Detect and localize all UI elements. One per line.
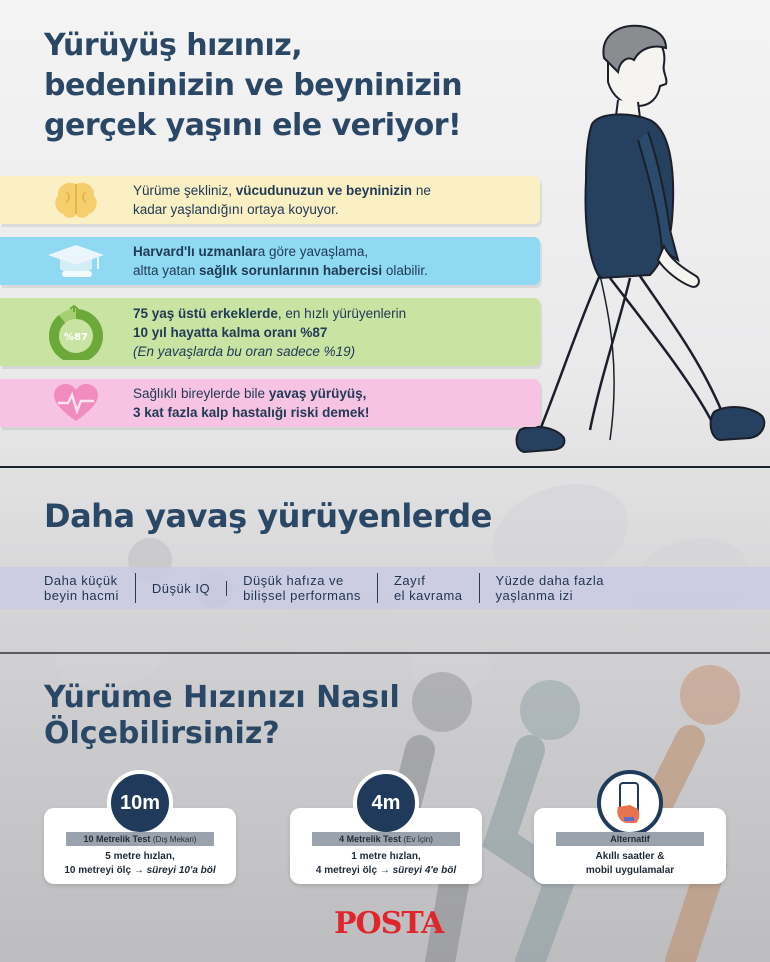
title-line-3: gerçek yaşını ele veriyor! xyxy=(44,108,462,143)
heart-pulse-icon xyxy=(44,377,108,429)
slower-item-aging-signs: Yüzde daha fazla yaşlanma izi xyxy=(495,573,604,603)
percent-gauge-icon xyxy=(44,306,108,358)
arrow-right-icon: → xyxy=(379,865,390,876)
slower-item-iq: Düşük IQ xyxy=(136,581,227,596)
measure-label-10m: 10 Metrelik Test (Dış Mekan) xyxy=(66,832,214,846)
brain-icon xyxy=(44,174,108,226)
measure-card-10m xyxy=(44,791,236,884)
divider-line xyxy=(0,652,770,654)
slower-item-memory: Düşük hafıza ve bilişsel performans xyxy=(227,573,378,603)
arrow-right-icon: → xyxy=(133,865,144,876)
measure-card-alternative xyxy=(534,808,726,884)
slower-item-brain-volume: Daha küçük beyin hacmi xyxy=(0,573,136,603)
info-card-aging xyxy=(0,176,540,224)
floor-line xyxy=(0,466,770,468)
measure-card-4m xyxy=(290,791,482,884)
measure-text-4m: 1 metre hızlan, 4 metreyi ölç → süreyi 4'e böl xyxy=(315,851,457,876)
badge-10m: 10m xyxy=(107,770,173,836)
walking-man-illustration xyxy=(500,20,770,475)
info-card-heart xyxy=(0,379,540,427)
measure-text-10m: 5 metre hızlan, 10 metreyi ölç → süreyi 10'a böl xyxy=(64,851,216,876)
info-card-heart-text: Sağlıklı bireylerde bile yavaş yürüyüş, 3 kat fazla kalp hastalığı riski demek! xyxy=(133,386,370,420)
posta-logo: POSTA xyxy=(334,906,444,941)
info-card-harvard-text: Harvard'lı uzmanlara göre yavaşlama, altta yatan sağlık sorunlarının habercisi olabilir. xyxy=(133,244,428,278)
measure-label-4m: 4 Metrelik Test (Ev İçin) xyxy=(312,832,460,846)
svg-text:%87: %87 xyxy=(64,332,88,343)
badge-4m: 4m xyxy=(353,770,419,836)
info-card-survival xyxy=(0,298,540,366)
smartphone-hand-icon xyxy=(597,770,663,836)
info-card-harvard xyxy=(0,237,540,285)
graduation-cap-icon xyxy=(44,235,108,287)
slower-walkers-strip xyxy=(0,567,770,609)
info-card-aging-text: Yürüme şekliniz, vücudunuzun ve beyninizin ne kadar yaşlandığını ortaya koyuyor. xyxy=(133,183,431,217)
title-line-1: Yürüyüş hızınız, xyxy=(44,28,303,63)
slower-walkers-heading: Daha yavaş yürüyenlerde xyxy=(44,497,492,535)
measure-text-alternative: Akıllı saatler & mobil uygulamalar xyxy=(585,851,675,876)
slower-item-grip: Zayıf el kavrama xyxy=(378,573,480,603)
title-line-2: bedeninizin ve beyninizin xyxy=(44,68,463,103)
measure-heading: Yürüme Hızınızı Nasıl Ölçebilirsiniz? xyxy=(44,680,400,751)
page-title xyxy=(44,26,564,146)
info-card-survival-text: 75 yaş üstü erkeklerde, en hızlı yürüyenlerin 10 yıl hayatta kalma oranı %87 (En yavaşlarda bu oran sadece %19) xyxy=(133,305,407,359)
measure-label-alternative: Alternatif xyxy=(556,832,704,846)
